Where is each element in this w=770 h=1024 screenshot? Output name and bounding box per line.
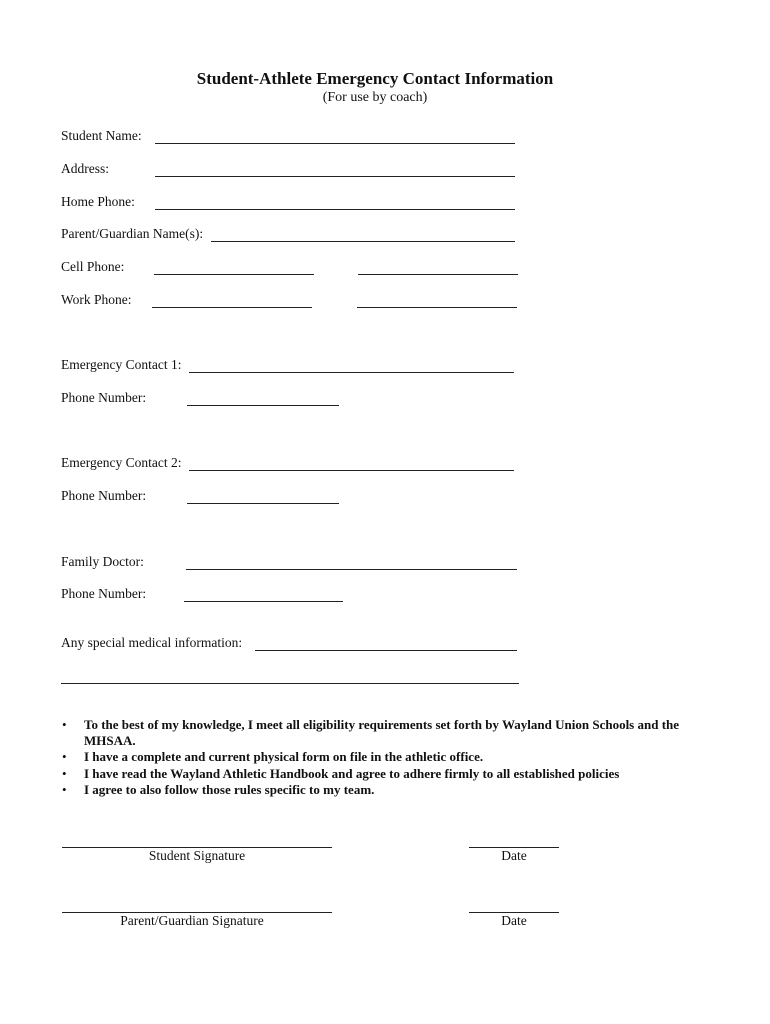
work-phone-label: Work Phone: [61, 292, 132, 307]
form-subtitle: (For use by coach) [322, 90, 428, 105]
parent-guardian-names-label: Parent/Guardian Name(s): [61, 226, 204, 241]
agreement-text: I agree to also follow those rules specific to my team. [84, 781, 375, 797]
emergency-contact-2-phone-label: Phone Number: [61, 488, 147, 503]
agreements-list [62, 717, 702, 798]
cell-phone-field-2[interactable] [358, 274, 518, 275]
special-medical-field[interactable] [255, 650, 517, 651]
date-1-label: Date [501, 848, 527, 863]
cell-phone-label: Cell Phone: [61, 259, 125, 274]
home-phone-field[interactable] [155, 209, 515, 210]
agreement-item [62, 766, 702, 782]
work-phone-field-1[interactable] [152, 307, 312, 308]
agreement-item [62, 717, 702, 749]
student-signature-label: Student Signature [148, 848, 246, 863]
agreement-text: To the best of my knowledge, I meet all eligibility requirements set forth by Wayland Union Schools and the MHSAA. [84, 717, 680, 749]
work-phone-field-2[interactable] [357, 307, 517, 308]
agreement-item [62, 782, 702, 798]
bullet-icon: • [62, 781, 67, 797]
emergency-contact-1-phone-label: Phone Number: [61, 390, 147, 405]
bullet-icon: • [62, 765, 67, 781]
family-doctor-phone-field[interactable] [184, 601, 343, 602]
family-doctor-field[interactable] [186, 569, 517, 570]
emergency-contact-1-label: Emergency Contact 1: [61, 357, 182, 372]
parent-signature-label: Parent/Guardian Signature [120, 913, 264, 928]
special-medical-label: Any special medical information: [61, 635, 243, 650]
family-doctor-phone-label: Phone Number: [61, 586, 147, 601]
emergency-contact-2-field[interactable] [189, 470, 514, 471]
student-name-label: Student Name: [61, 128, 142, 143]
family-doctor-label: Family Doctor: [61, 554, 144, 569]
emergency-contact-2-phone-field[interactable] [187, 503, 339, 504]
special-medical-field-continued[interactable] [61, 683, 519, 684]
parent-guardian-names-field[interactable] [211, 241, 515, 242]
address-label: Address: [61, 161, 109, 176]
emergency-contact-2-label: Emergency Contact 2: [61, 455, 182, 470]
agreement-item [62, 749, 702, 765]
form-title: Student-Athlete Emergency Contact Information [196, 69, 554, 88]
home-phone-label: Home Phone: [61, 194, 135, 209]
agreement-text: I have a complete and current physical form on file in the athletic office. [84, 749, 484, 765]
bullet-icon: • [62, 749, 67, 765]
address-field[interactable] [155, 176, 515, 177]
date-2-label: Date [501, 913, 527, 928]
emergency-contact-1-phone-field[interactable] [187, 405, 339, 406]
student-name-field[interactable] [155, 143, 515, 144]
cell-phone-field-1[interactable] [154, 274, 314, 275]
agreement-text: I have read the Wayland Athletic Handbook and agree to adhere firmly to all established policies [84, 765, 620, 781]
bullet-icon: • [62, 717, 67, 732]
emergency-contact-1-field[interactable] [189, 372, 514, 373]
